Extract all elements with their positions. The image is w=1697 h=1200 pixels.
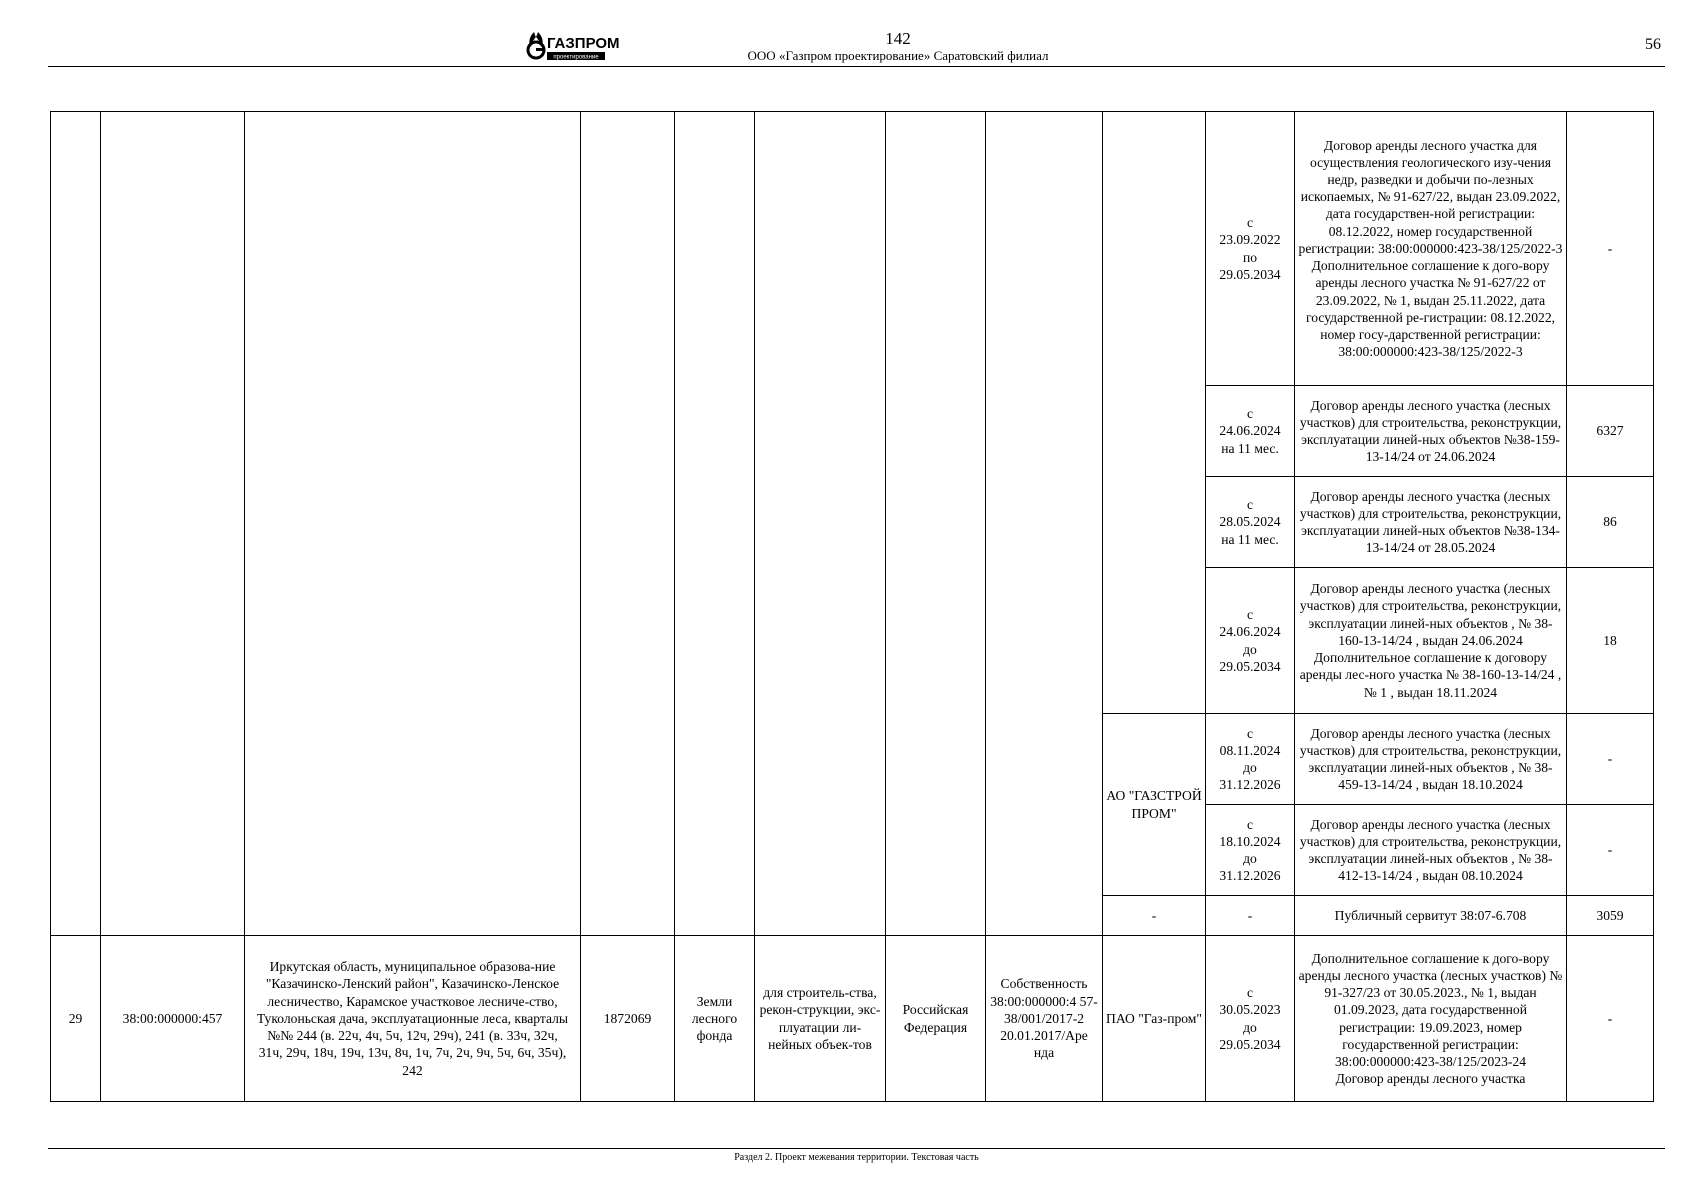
table-row (51, 936, 1654, 1102)
area-cell: 18 (1567, 568, 1654, 714)
document-cell: Договор аренды лесного участка (лесных участков) для строительства, реконструкции, эксплуатации линей-ных объектов №38-159-13-14/24 от 24.06.2024 (1295, 386, 1567, 477)
area-cell: - (1567, 714, 1654, 805)
term-cell: с 24.06.2024 на 11 мес. (1206, 386, 1295, 477)
usage-cell: для строитель-ства, рекон-струкции, экс-плуатации ли-нейных объек-тов (755, 936, 886, 1102)
page-number-right: 56 (1645, 36, 1661, 53)
page-number-center: 142 (885, 29, 911, 48)
page-header (48, 26, 1665, 67)
area-cell: - (1567, 805, 1654, 896)
empty-cell (1103, 112, 1206, 714)
owner-cell: Российская Федерация (886, 936, 986, 1102)
area-cell: 6327 (1567, 386, 1654, 477)
cadastral-number-cell: 38:00:000000:457 (101, 936, 245, 1102)
area-cell: 3059 (1567, 896, 1654, 936)
logo-text: ГАЗПРОМ (547, 35, 620, 52)
right-cell: Собственность 38:00:000000:4 57- 38/001/2017-2 20.01.2017/Аре нда (986, 936, 1103, 1102)
empty-cell (581, 112, 675, 936)
area-cell: - (1567, 936, 1654, 1102)
company-name: ООО «Газпром проектирование» Саратовский филиал (747, 48, 1049, 63)
holder-cell: АО "ГАЗСТРОЙ ПРОМ" (1103, 714, 1206, 896)
land-plots-table (50, 111, 1654, 1102)
term-cell: - (1206, 896, 1295, 936)
page-footer: Раздел 2. Проект межевания территории. Текстовая часть (734, 1152, 979, 1163)
term-cell: с 23.09.2022 по 29.05.2034 (1206, 112, 1295, 386)
holder-cell: - (1103, 896, 1206, 936)
area-cell: 86 (1567, 477, 1654, 568)
document-cell: Договор аренды лесного участка (лесных участков) для строительства, реконструкции, эксплуатации линей-ных объектов №38-134-13-14/24 от 28.05.2024 (1295, 477, 1567, 568)
document-cell: Договор аренды лесного участка (лесных участков) для строительства, реконструкции, эксплуатации линей-ных объектов , № 38-459-13-14/24 , выдан 18.10.2024 (1295, 714, 1567, 805)
table-row (51, 112, 1654, 386)
location-cell: Иркутская область, муниципальное образова-ние "Казачинско-Ленский район", Казачинско-Ленское лесничество, Карамское участковое лесниче-ство, Туколоньская дача, эксплуатационные леса, кварталы №№ 244 (в. 22ч, 4ч, 5ч, 12ч, 29ч), 241 (в. 33ч, 32ч, 31ч, 29ч, 18ч, 19ч, 13ч, 8ч, 1ч, 7ч, 2ч, 9ч, 5ч, 6ч, 35ч), 242 (245, 936, 581, 1102)
category-cell: Земли лесного фонда (675, 936, 755, 1102)
empty-cell (886, 112, 986, 936)
area-cell: - (1567, 112, 1654, 386)
footer-divider (48, 1148, 1665, 1149)
empty-cell (675, 112, 755, 936)
term-cell: с 24.06.2024 до 29.05.2034 (1206, 568, 1295, 714)
term-cell: с 18.10.2024 до 31.12.2026 (1206, 805, 1295, 896)
document-cell: Договор аренды лесного участка (лесных участков) для строительства, реконструкции, эксплуатации линей-ных объектов , № 38-412-13-14/24 , выдан 08.10.2024 (1295, 805, 1567, 896)
term-cell: с 08.11.2024 до 31.12.2026 (1206, 714, 1295, 805)
document-cell: Дополнительное соглашение к дого-вору аренды лесного участка (лесных участков) № 91-327/23 от 30.05.2023., № 1, выдан 01.09.2023, дата государственной регистрации: 19.09.2023, номер государственной регистрации: 38:00:000000:423-38/125/2023-24 Договор аренды лесного участка (1295, 936, 1567, 1102)
document-cell: Публичный сервитут 38:07-6.708 (1295, 896, 1567, 936)
gazprom-logo (520, 28, 654, 62)
empty-cell (101, 112, 245, 936)
area-total-cell: 1872069 (581, 936, 675, 1102)
empty-cell (986, 112, 1103, 936)
term-cell: с 28.05.2024 на 11 мес. (1206, 477, 1295, 568)
empty-cell (755, 112, 886, 936)
row-number-cell: 29 (51, 936, 101, 1102)
empty-cell (51, 112, 101, 936)
holder-cell: ПАО "Газ-пром" (1103, 936, 1206, 1102)
document-cell: Договор аренды лесного участка для осуществления геологического изу-чения недр, разведки и добычи по-лезных ископаемых, № 91-627/22, выдан 23.09.2022, дата государствен-ной регистрации: 08.12.2022, номер государственной регистрации: 38:00:000000:423-38/125/2022-3 Дополнительное соглашение к дого-вору аренды лесного участка № 91-627/22 от 23.09.2022, № 1, выдан 25.11.2022, дата государственной ре-гистрации: 08.12.2022, номер госу-дарственной регистрации: 38:00:000000:423-38/125/2022-3 (1295, 112, 1567, 386)
logo-subtext: проектирование (553, 54, 599, 61)
term-cell: с 30.05.2023 до 29.05.2034 (1206, 936, 1295, 1102)
empty-cell (245, 112, 581, 936)
document-cell: Договор аренды лесного участка (лесных участков) для строительства, реконструкции, эксплуатации линей-ных объектов , № 38-160-13-14/24 , выдан 24.06.2024 Дополнительное соглашение к договору аренды лес-ного участка № 38-160-13-14/24 , № 1 , выдан 18.11.2024 (1295, 568, 1567, 714)
